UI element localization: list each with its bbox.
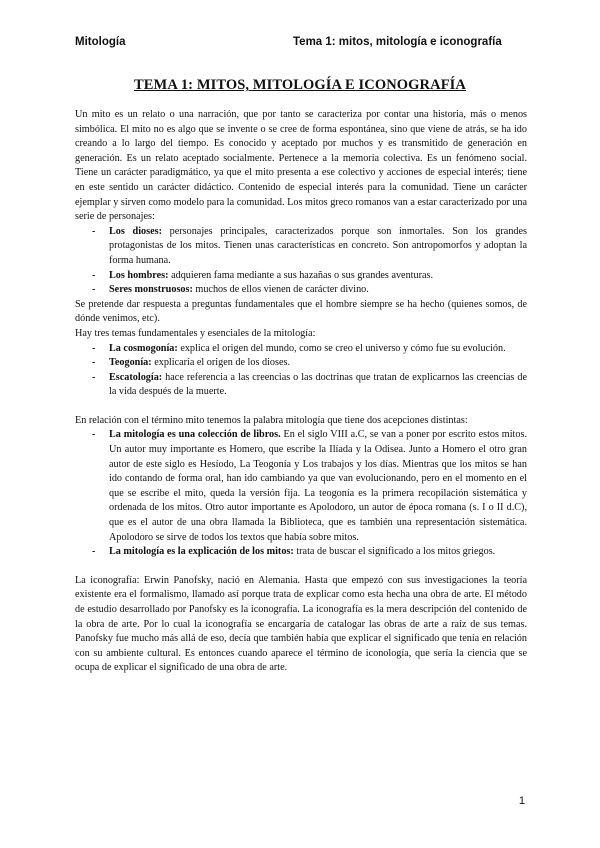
list-item-text: explica el origen del mundo, como se creo el universo y cómo fue su evolución. — [177, 342, 506, 354]
list-item-term: La mitología es la explicación de los mitos: — [109, 546, 294, 558]
list-item-text: trata de buscar el significado a los mitos griegos. — [293, 546, 496, 558]
themes-list — [75, 342, 527, 400]
list-item — [75, 283, 527, 298]
document-body — [75, 108, 527, 676]
paragraph-gap — [75, 400, 527, 414]
list-item-text: personajes principales, caracterizados porque son inmortales. Son los grandes protagonistas de los mitos. Tienen unas características en concreto. Son antropomorfos y adoptan la forma humana. — [109, 225, 527, 266]
mythology-paragraph: En relación con el término mito tenemos la palabra mitología que tiene dos acepciones distintas: — [75, 414, 468, 426]
dash-bullet-icon: - — [92, 284, 96, 296]
list-item-term: La mitología es una colección de libros. — [109, 429, 281, 441]
header-subject: Mitología — [75, 36, 126, 48]
list-item — [75, 342, 527, 357]
page-number: 1 — [518, 795, 525, 807]
list-item-text: hace referencia a las creencias o las doctrinas que tratan de explicarnos las creencias de la vida después de la muerte. — [109, 371, 527, 398]
list-item-text: explicaría el origen de los dioses. — [151, 357, 290, 369]
list-item — [75, 225, 527, 269]
list-item-term: Los hombres: — [109, 269, 169, 281]
themes-paragraph: Hay tres temas fundamentales y esenciales de la mitología: — [75, 327, 316, 339]
dash-bullet-icon: - — [92, 357, 96, 369]
iconography-paragraph: La iconografía: Erwin Panofsky, nació en Alemania. Hasta que empezó con sus investigaciones la teoría existente era el formalismo, llamado así porque trata de explicar como esta hecha una obra de arte. El método de estudio desarrollado por Panofsky es la iconografía. La iconografía es la mera descripción del contenido de la obra de arte. Por lo cual la iconografía se encargaría de catalogar las obras de arte a raíz de sus temas. Panofsky fue mucho más allá de eso, decía que también había que explicar el significado que tenía en relación con su ambiente cultural. Es entonces cuando aparece el término de iconología, que sería la ciencia que se ocupa de explicar el significado de una obra de arte. — [75, 574, 527, 674]
list-item-term: Seres monstruosos: — [109, 284, 193, 296]
meanings-list — [75, 428, 527, 559]
header-topic: Tema 1: mitos, mitología e iconografía — [293, 36, 502, 48]
list-item — [75, 371, 527, 400]
list-item — [75, 428, 527, 545]
dash-bullet-icon: - — [92, 546, 96, 558]
list-item-term: Teogonía: — [109, 357, 152, 369]
dash-bullet-icon: - — [92, 371, 96, 383]
list-item-text: adquieren fama mediante a sus hazañas o sus grandes aventuras. — [168, 269, 434, 281]
list-item — [75, 545, 527, 560]
dash-bullet-icon: - — [92, 342, 96, 354]
list-item-term: Escatología: — [109, 371, 163, 383]
list-item-term: La cosmogonía: — [109, 342, 178, 354]
intro-paragraph: Un mito es un relato o una narración, que por tanto se caracteriza por contar una historia, más o menos simbólica. El mito no es algo que se invente o se cree de forma espontánea, sino que viene de atrás, se ha ido creando a lo largo del tiempo. Es conocido y aceptado por muchos y es transmitido de generación en generación. Es un relato aceptado socialmente. Pertenece a la memoria colectiva. Es un fenómeno social. Tiene un carácter paradigmático, ya que el mito presenta a ese colectivo y acciones de especial interés; tiene en este sentido un carácter didáctico. Contenido de especial interés para la comunidad. Tiene un carácter ejemplar y sirven como modelo para la comunidad. Los mitos greco romanos van a estar caracterizado por una serie de personajes: — [75, 109, 527, 223]
dash-bullet-icon: - — [92, 429, 96, 441]
list-item — [75, 356, 527, 371]
dash-bullet-icon: - — [92, 225, 96, 237]
answer-paragraph: Se pretende dar respuesta a preguntas fundamentales que el hombre siempre se ha hecho (quienes somos, de dónde venimos, etc). — [75, 298, 527, 325]
list-item — [75, 269, 527, 284]
page-title: TEMA 1: MITOS, MITOLOGÍA E ICONOGRAFÍA — [134, 77, 466, 93]
characters-list — [75, 225, 527, 298]
list-item-text: muchos de ellos vienen de carácter divino. — [192, 284, 369, 296]
list-item-text: En el siglo VIII a.C, se van a poner por escrito estos mitos. Un autor muy importante es Homero, que escribe la Ilíada y la Odisea. Junto a Homero el otro gran autor de este siglo es Hesíodo, La Teogonía y Los trabajos y los días. Mientras que los mitos se han ido contando de forma oral, han ido cambiando ya que van evolucionando, pero en el momento en el que se escribe el mito, queda la versión fija. La teogonía es la primera recopilación sistemática y ordenada de los mitos. Otro autor importante es Apolodoro, un autor de época romana (s. I o II d.C), que es el autor de una obra llamada la Biblioteca, que es también una representación sistemática. Apolodoro se sirve de todos los textos que había sobre mitos. — [109, 429, 527, 543]
paragraph-gap — [75, 560, 527, 574]
list-item-term: Los dioses: — [109, 225, 162, 237]
dash-bullet-icon: - — [92, 269, 96, 281]
